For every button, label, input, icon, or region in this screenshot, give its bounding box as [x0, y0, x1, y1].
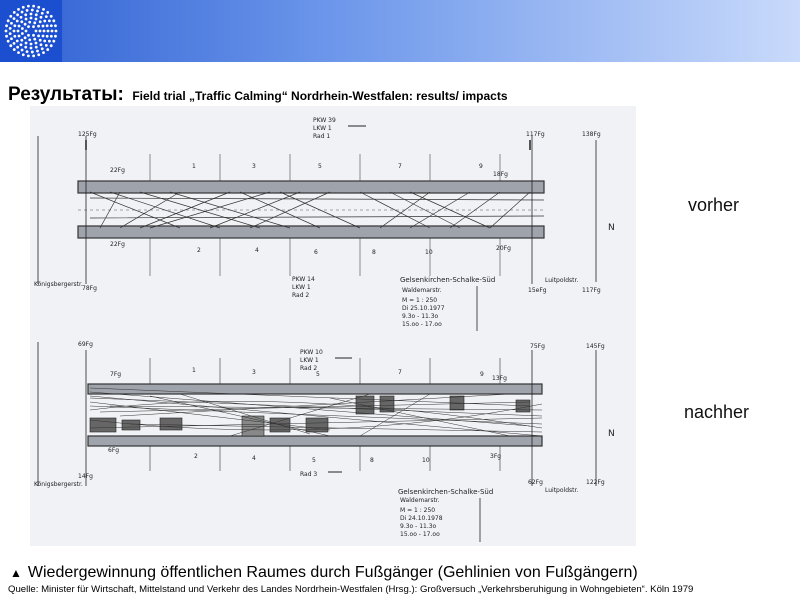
svg-text:Königsbergerstr.: Königsbergerstr.: [34, 481, 83, 488]
svg-text:15.oo - 17.oo: 15.oo - 17.oo: [402, 321, 442, 328]
svg-text:62Fg: 62Fg: [528, 479, 543, 486]
svg-text:117Fg: 117Fg: [526, 131, 545, 138]
svg-text:LKW 1: LKW 1: [292, 284, 311, 291]
svg-text:117Fg: 117Fg: [582, 287, 601, 294]
svg-text:Di 24.10.1978: Di 24.10.1978: [400, 515, 443, 522]
svg-text:6Fg: 6Fg: [108, 447, 120, 454]
svg-text:145Fg: 145Fg: [586, 343, 605, 350]
svg-text:7: 7: [398, 369, 402, 376]
triangle-up-icon: ▲: [10, 566, 22, 580]
svg-text:13Fg: 13Fg: [492, 375, 507, 382]
svg-text:Waldemarstr.: Waldemarstr.: [402, 287, 442, 294]
svg-text:4: 4: [255, 247, 259, 254]
svg-text:Luitpoldstr.: Luitpoldstr.: [545, 277, 579, 284]
svg-text:122Fg: 122Fg: [586, 479, 605, 486]
after-place: Gelsenkirchen-Schalke-Süd: [398, 488, 494, 496]
svg-text:4: 4: [252, 455, 256, 462]
before-count-rad: Rad 1: [313, 133, 331, 140]
svg-text:3: 3: [252, 163, 256, 170]
title-russian: Результаты:: [8, 84, 124, 105]
svg-text:7Fg: 7Fg: [110, 371, 122, 378]
svg-text:2: 2: [194, 453, 198, 460]
svg-text:15eFg: 15eFg: [528, 287, 547, 294]
before-diagram: [34, 117, 615, 331]
svg-text:10: 10: [425, 249, 433, 256]
slide-title: [8, 84, 508, 106]
svg-text:PKW 10: PKW 10: [300, 349, 323, 356]
svg-text:LKW 1: LKW 1: [300, 357, 319, 364]
before-north: N: [608, 223, 615, 233]
svg-text:Waldemarstr.: Waldemarstr.: [400, 497, 440, 504]
label-after: nachher: [684, 402, 750, 422]
bullet-point: [10, 564, 638, 582]
before-place: Gelsenkirchen-Schalke-Süd: [400, 276, 496, 284]
before-count-pkw: PKW 39: [313, 117, 336, 124]
svg-text:1: 1: [192, 367, 196, 374]
svg-text:3: 3: [252, 369, 256, 376]
svg-text:75Fg: 75Fg: [530, 343, 545, 350]
svg-text:Rad 3: Rad 3: [300, 471, 318, 478]
source-citation: Quelle: Minister für Wirtschaft, Mittelstand und Verkehr des Landes Nordrhein-Westfalen (Hrsg.): Großversuch „Verkehrsberuhigung in Wohngebieten“. Köln 1979: [8, 584, 694, 595]
svg-text:6: 6: [314, 249, 318, 256]
after-diagram: [34, 341, 615, 542]
svg-text:7: 7: [398, 163, 402, 170]
svg-text:69Fg: 69Fg: [78, 341, 93, 348]
before-count-lkw: LKW 1: [313, 125, 332, 132]
svg-text:Di 25.10.1977: Di 25.10.1977: [402, 305, 445, 312]
svg-text:9.3o - 11.3o: 9.3o - 11.3o: [400, 523, 437, 530]
svg-text:3Fg: 3Fg: [490, 453, 502, 460]
bullet-text: Wiedergewinnung öffentlichen Raumes durch Fußgänger (Gehlinien von Fußgängern): [27, 564, 638, 581]
label-before: vorher: [688, 195, 740, 215]
svg-text:14Fg: 14Fg: [78, 473, 93, 480]
svg-text:M = 1 : 250: M = 1 : 250: [400, 507, 436, 514]
header-bar: [0, 0, 800, 62]
svg-text:78Fg: 78Fg: [82, 285, 97, 292]
svg-text:5: 5: [312, 457, 316, 464]
svg-text:PKW 14: PKW 14: [292, 276, 315, 283]
svg-text:8: 8: [370, 457, 374, 464]
svg-text:15.oo - 17.oo: 15.oo - 17.oo: [400, 531, 440, 538]
svg-text:Königsbergerstr.: Königsbergerstr.: [34, 281, 83, 288]
svg-text:138Fg: 138Fg: [582, 131, 601, 138]
svg-text:20Fg: 20Fg: [496, 245, 511, 252]
svg-text:9: 9: [479, 163, 483, 170]
svg-text:Luitpoldstr.: Luitpoldstr.: [545, 487, 579, 494]
svg-text:2: 2: [197, 247, 201, 254]
svg-text:22Fg: 22Fg: [110, 167, 125, 174]
after-north: N: [608, 429, 615, 439]
svg-text:9.3o - 11.3o: 9.3o - 11.3o: [402, 313, 439, 320]
svg-text:22Fg: 22Fg: [110, 241, 125, 248]
svg-text:M = 1 : 250: M = 1 : 250: [402, 297, 438, 304]
svg-text:5: 5: [318, 163, 322, 170]
svg-text:5: 5: [316, 371, 320, 378]
svg-text:10: 10: [422, 457, 430, 464]
svg-text:125Fg: 125Fg: [78, 131, 97, 138]
svg-text:Rad 2: Rad 2: [300, 365, 318, 372]
svg-text:1: 1: [192, 163, 196, 170]
svg-text:8: 8: [372, 249, 376, 256]
svg-text:18Fg: 18Fg: [493, 171, 508, 178]
star-circle-logo: [0, 0, 62, 62]
traffic-diagram-scan: [30, 106, 636, 546]
svg-text:9: 9: [480, 371, 484, 378]
svg-text:Rad 2: Rad 2: [292, 292, 310, 299]
title-english: Field trial „Traffic Calming“ Nordrhein-Westfalen: results/ impacts: [132, 89, 508, 103]
